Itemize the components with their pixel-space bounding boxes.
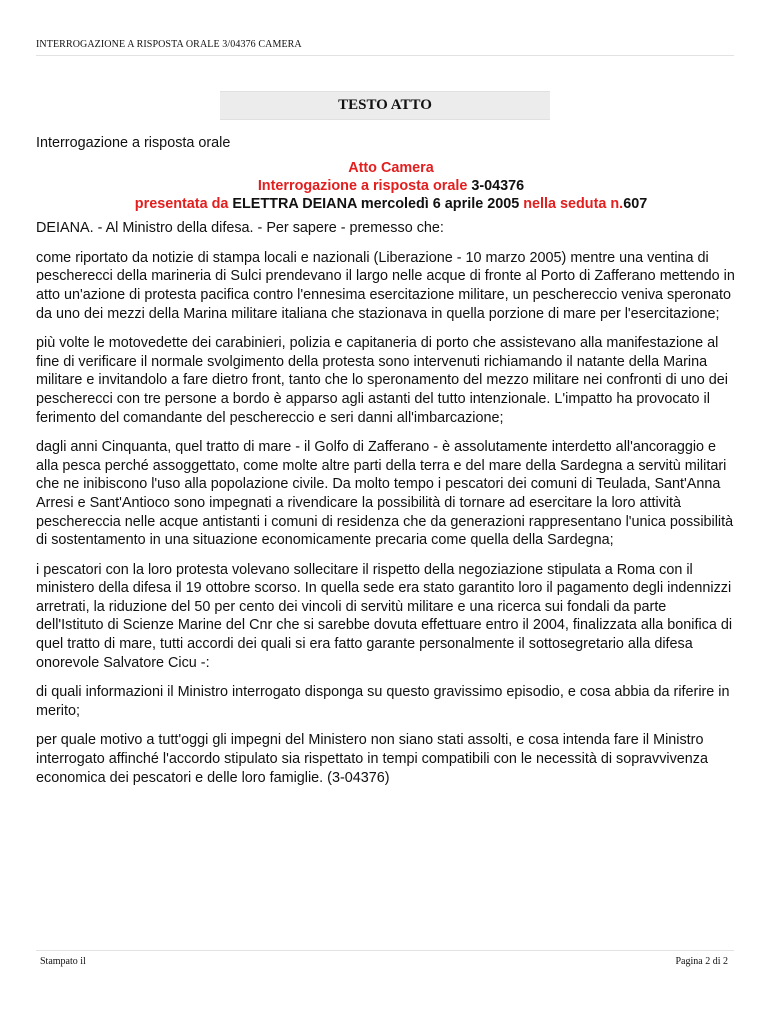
act-heading-line-3 [46, 195, 736, 213]
act-chamber: Atto Camera [348, 159, 434, 176]
body-paragraph: i pescatori con la loro protesta volevano sollecitare il rispetto della negoziazione stipulata a Roma con il ministero della difesa il 19 ottobre scorso. In quella sede era stato garantito loro il pagamento degli indennizzi arretrati, la riduzione del 50 per cento dei vincoli di servitù militare e una ricerca sui fondali da parte dell'Istituto di Scienze Marine del Cnr che si sarebbe dovuta effettuare entro il 2004, finalizzata alla bonifica di quel tratto di mare, tutti accordi dei quali si era fatto garante personalmente il sottosegretario alla difesa onorevole Salvatore Cicu -: [36, 561, 733, 671]
act-number: 3-04376 [471, 177, 525, 194]
presented-by-label: presentata da [134, 196, 229, 212]
page-number: Pagina 2 di 2 [675, 956, 728, 967]
body-paragraph: dagli anni Cinquanta, quel tratto di mare - il Golfo di Zafferano - è assolutamente interdetto all'ancoraggio e alla pesca perché assoggettato, come molte altre parti della terra e del mare della Sardegna a servitù militari che ne inibiscono l'uso alla popolazione civile. Da molto tempo i pescatori dei comuni di Teulada, Sant'Anna Arresi e Sant'Antioco sono impegnati a rivendicare la possibilità di tornare ad esercitare la loro attività peschereccia nelle acque antistanti i comuni di residenza che da generazioni rappresentano l'unica possibilità di sostentamento in una situazione economicamente precaria come quella della Sardegna; [36, 439, 734, 549]
act-heading-line-1 [46, 159, 736, 177]
document-type: Interrogazione a risposta orale [36, 135, 231, 151]
document-content [36, 134, 736, 798]
section-title-box [220, 91, 550, 120]
presenter-and-date: ELETTRA DEIANA mercoledì 6 aprile 2005 [232, 196, 520, 212]
body-paragraph: come riportato da notizie di stampa locali e nazionali (Liberazione - 10 marzo 2005) mentre una ventina di pescherecci della marineria di Sulci prendevano il largo nelle acque di fronte al Porto di Zafferano mettendo in atto un'azione di protesta pacifica contro l'ennesima esercitazione militare, un peschereccio veniva speronato da uno dei mezzi della Marina militare italiana che stazionava in quella porzione di mare per l'esercitazione; [36, 249, 735, 322]
body-paragraph-question: di quali informazioni il Ministro interrogato disponga su questo gravissimo episodio, e cosa abbia da riferire in merito; [36, 684, 730, 719]
body-paragraph-intro: DEIANA. - Al Ministro della difesa. - Per sapere - premesso che: [36, 220, 444, 237]
act-type: Interrogazione a risposta orale [257, 177, 468, 194]
session-label: nella seduta n. [523, 196, 624, 212]
act-heading [36, 159, 736, 214]
footer-divider [36, 950, 734, 951]
body-paragraph: più volte le motovedette dei carabinieri, polizia e capitaneria di porto che assistevano alla manifestazione al fine di verificare il normale svolgimento della protesta sono intervenuti richiamando il natante della Marina militare e invitandolo a fare dietro front, tanto che lo speronamento del mezzo militare nei confronti di uno dei pescherecci con tre persone a bordo è apparso agli astanti del tutto intenzionale. L'impatto ha provocato il ferimento del comandante del peschereccio e seri danni all'imbarcazione; [36, 335, 728, 426]
session-number: 607 [623, 196, 648, 212]
running-header: INTERROGAZIONE A RISPOSTA ORALE 3/04376 CAMERA [36, 39, 302, 50]
section-title: TESTO ATTO [338, 97, 432, 113]
act-heading-line-2 [46, 177, 736, 195]
printed-date-label: Stampato il [40, 956, 86, 967]
body-paragraph-question: per quale motivo a tutt'oggi gli impegni del Ministero non siano stati assolti, e cosa intenda fare il Ministro interrogato affinché l'accordo stipulato sia rispettato in tempi compatibili con le necessità di sopravvivenza economica dei pescatori e delle loro famiglie. (3-04376) [36, 732, 709, 786]
header-divider [36, 55, 734, 56]
